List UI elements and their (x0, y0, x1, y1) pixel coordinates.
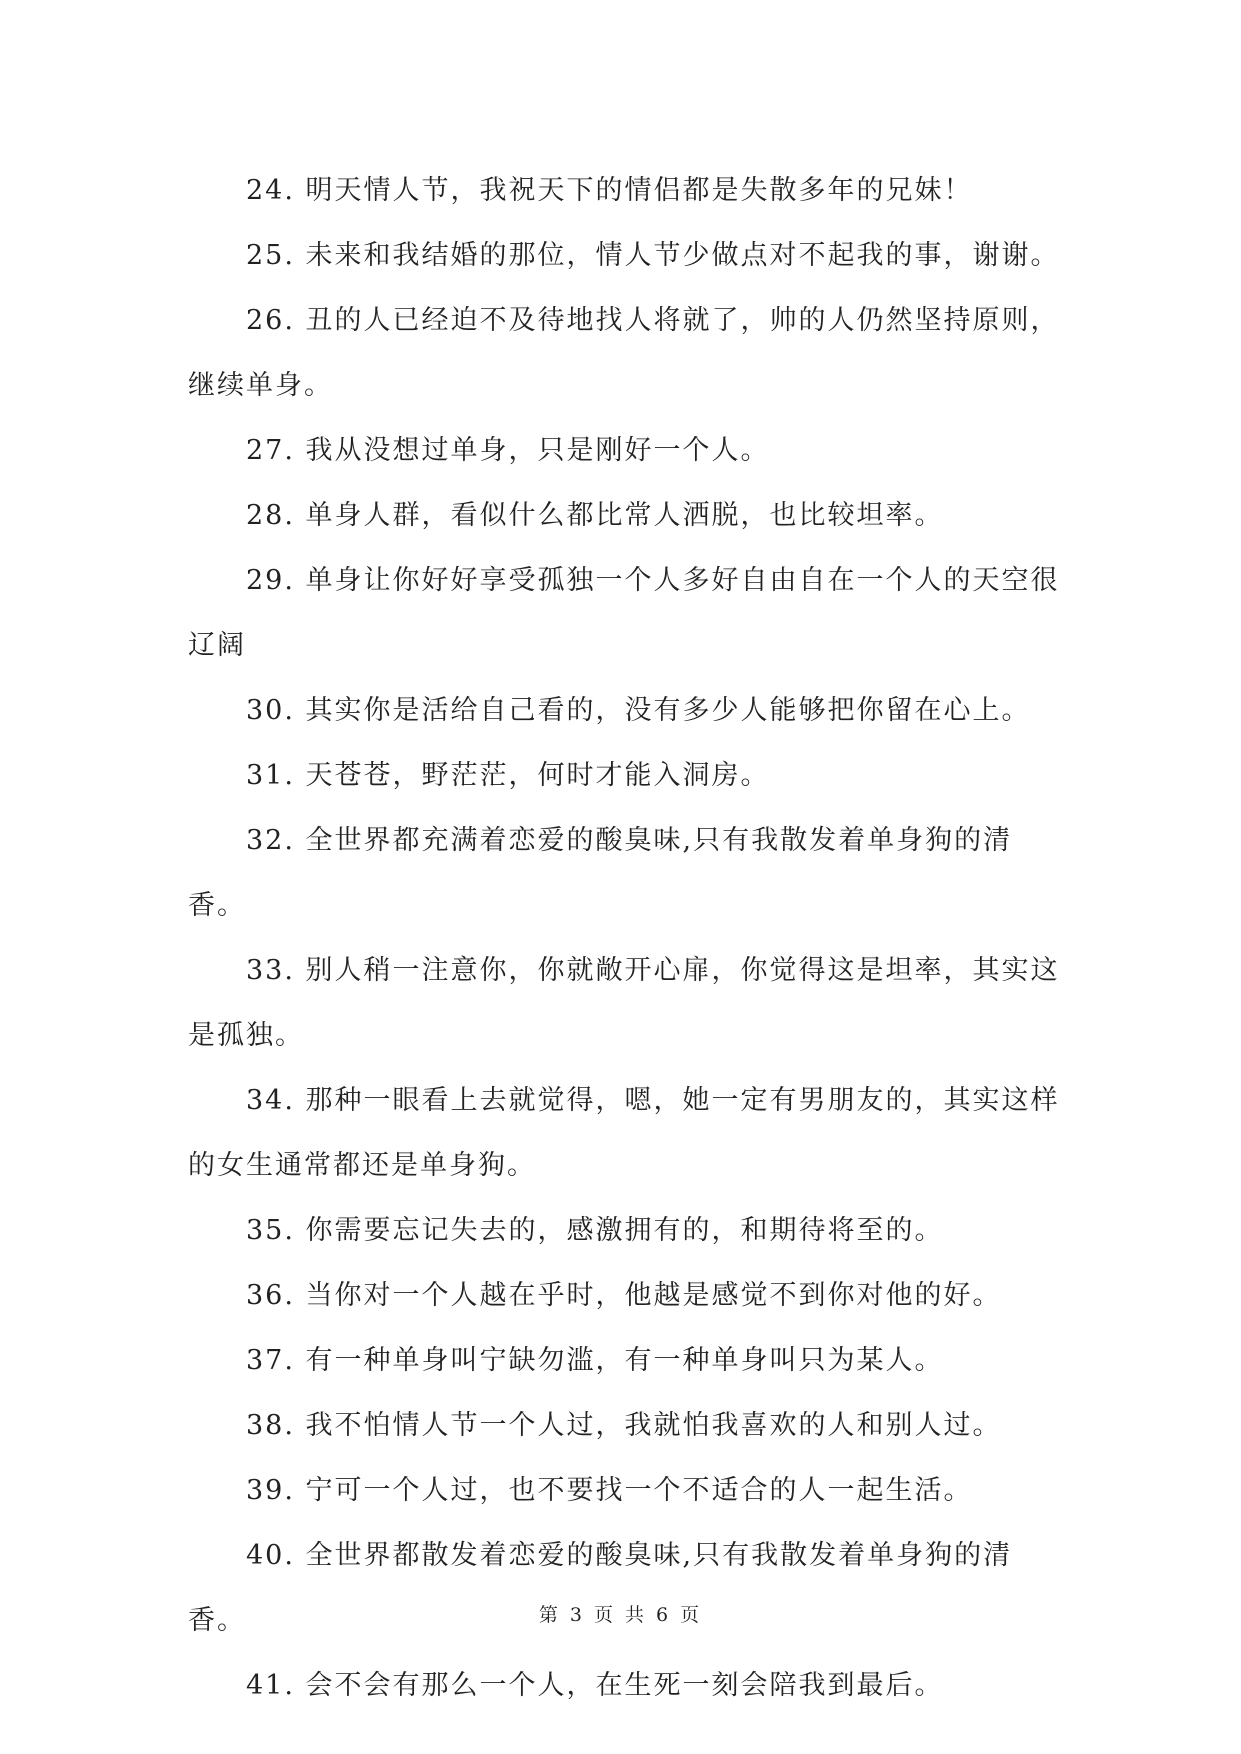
paragraph-32: 32. 全世界都充满着恋爱的酸臭味,只有我散发着单身狗的清香。 (188, 825, 1013, 921)
paragraph-33: 33. 别人稍一注意你，你就敞开心扉，你觉得这是坦率，其实这是孤独。 (188, 955, 1060, 1051)
paragraph-41: 41. 会不会有那么一个人，在生死一刻会陪我到最后。 (246, 1670, 944, 1701)
document-body (188, 158, 1068, 1718)
paragraph-26: 26. 丑的人已经迫不及待地找人将就了，帅的人仍然坚持原则，继续单身。 (188, 305, 1060, 401)
paragraph-24: 24. 明天情人节，我祝天下的情侣都是失散多年的兄妹！ (246, 175, 973, 206)
paragraph-36: 36. 当你对一个人越在乎时，他越是感觉不到你对他的好。 (246, 1280, 1002, 1311)
paragraph-40: 40. 全世界都散发着恋爱的酸臭味,只有我散发着单身狗的清香。 (188, 1540, 1013, 1636)
paragraph-28: 28. 单身人群，看似什么都比常人洒脱，也比较坦率。 (246, 500, 944, 531)
paragraph-30: 30. 其实你是活给自己看的，没有多少人能够把你留在心上。 (246, 695, 1031, 726)
page-footer: 第 3 页 共 6 页 (538, 1604, 703, 1626)
paragraph-39: 39. 宁可一个人过，也不要找一个不适合的人一起生活。 (246, 1475, 973, 1506)
paragraph-25: 25. 未来和我结婚的那位，情人节少做点对不起我的事，谢谢。 (246, 240, 1060, 271)
paragraph-27: 27. 我从没想过单身，只是刚好一个人。 (246, 435, 770, 466)
paragraph-35: 35. 你需要忘记失去的，感激拥有的，和期待将至的。 (246, 1215, 944, 1246)
paragraph-37: 37. 有一种单身叫宁缺勿滥，有一种单身叫只为某人。 (246, 1345, 944, 1376)
paragraph-31: 31. 天苍苍，野茫茫，何时才能入洞房。 (246, 760, 770, 791)
paragraph-29: 29. 单身让你好好享受孤独一个人多好自由自在一个人的天空很辽阔 (188, 565, 1060, 661)
paragraph-34: 34. 那种一眼看上去就觉得，嗯，她一定有男朋友的，其实这样的女生通常都还是单身狗。 (188, 1085, 1060, 1181)
paragraph-38: 38. 我不怕情人节一个人过，我就怕我喜欢的人和别人过。 (246, 1410, 1002, 1441)
